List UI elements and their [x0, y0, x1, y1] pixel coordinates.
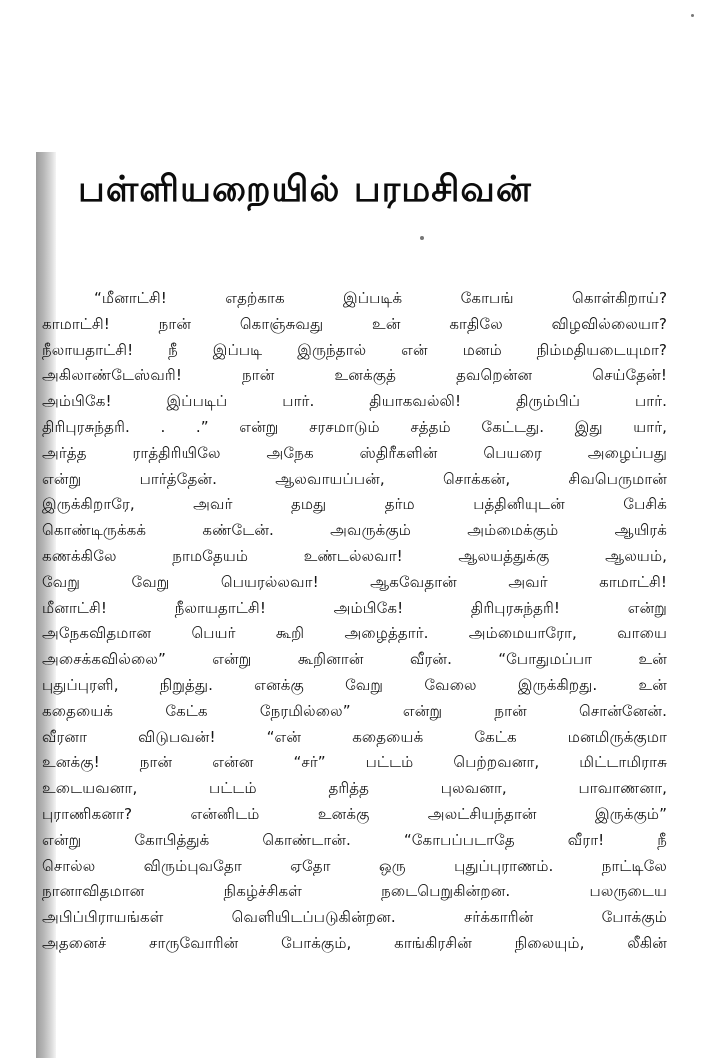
scan-speck [420, 236, 424, 240]
text-line: புதுப்புரளி, நிறுத்து. எனக்கு வேறு வேலை இருக்கிறது. உன் [42, 675, 667, 694]
chapter-title: பள்ளியறையில் பரமசிவன் [78, 169, 532, 210]
text-line: என்று பார்த்தேன். ஆலவாயப்பன், சொக்கன், சிவபெருமான் [42, 469, 667, 488]
text-line: அம்பிகே! இப்படிப் பார். தியாகவல்லி! திரும்பிப் பார். [42, 392, 667, 411]
text-line: கணக்கிலே நாமதேயம் உண்டல்லவா! ஆலயத்துக்கு ஆலயம், [42, 546, 667, 565]
text-line: மீனாட்சி! நீலாயதாட்சி! அம்பிகே! திரிபுரசுந்தரி! என்று [42, 598, 667, 617]
text-line: அர்த்த ராத்திரியிலே அநேக ஸ்திரீகளின் பெயரை அழைப்பது [42, 443, 667, 462]
text-line: அதனைச் சாருவோரின் போக்கும், காங்கிரசின் நிலையும், லீகின் [42, 933, 667, 952]
text-line: நானாவிதமான நிகழ்ச்சிகள் நடைபெறுகின்றன. பலருடைய [42, 882, 667, 901]
text-line: என்று கோபித்துக் கொண்டான். “கோபப்படாதே வீரா! நீ [42, 830, 667, 849]
text-line: காமாட்சி! நான் கொஞ்சுவது உன் காதிலே விழவில்லையா? [42, 314, 667, 333]
text-line: புராணிகனா? என்னிடம் உனக்கு அலட்சியந்தான் இருக்கும்” [42, 804, 667, 823]
text-line: உனக்கு! நான் என்ன “சர்” பட்டம் பெற்றவனா, மிட்டாமிராசு [42, 753, 667, 772]
text-line: உடையவனா, பட்டம் தரித்த புலவனா, பாவாணனா, [42, 779, 667, 798]
text-line: திரிபுரசுந்தரி. . .” என்று சரசமாடும் சத்தம் கேட்டது. இது யார், [42, 417, 667, 436]
text-line: அசைக்கவில்லை” என்று கூறினான் வீரன். “போதுமப்பா உன் [42, 650, 667, 669]
text-line: அகிலாண்டேஸ்வரி! நான் உனக்குத் தவறென்ன செய்தேன்! [42, 366, 667, 385]
scan-speck [691, 14, 694, 17]
text-line: அநேகவிதமான பெயர் கூறி அழைத்தார். அம்மையாரோ, வாயை [42, 624, 667, 643]
body-paragraph [42, 286, 667, 957]
text-line: நீலாயதாட்சி! நீ இப்படி இருந்தால் என் மனம் நிம்மதியடையுமா? [42, 340, 667, 359]
text-line: வேறு வேறு பெயரல்லவா! ஆகவேதான் அவர் காமாட்சி! [42, 572, 667, 591]
text-line: கொண்டிருக்கக் கண்டேன். அவருக்கும் அம்மைக்கும் ஆயிரக் [42, 521, 667, 540]
text-line: கதையைக் கேட்க நேரமில்லை” என்று நான் சொன்னேன். [42, 701, 667, 720]
text-line: வீரனா விடுபவன்! “என் கதையைக் கேட்க மனமிருக்குமா [42, 727, 667, 746]
text-line: இருக்கிறாரே, அவர் தமது தர்ம பத்தினியுடன் பேசிக் [42, 495, 667, 514]
text-line: அபிப்பிராயங்கள் வெளியிடப்படுகின்றன. சர்க்காரின் போக்கும் [42, 908, 667, 927]
text-line: “மீனாட்சி! எதற்காக இப்படிக் கோபங் கொள்கிறாய்? [94, 289, 667, 307]
text-line: சொல்ல விரும்புவதோ ஏதோ ஒரு புதுப்புராணம். நாட்டிலே [42, 856, 667, 875]
